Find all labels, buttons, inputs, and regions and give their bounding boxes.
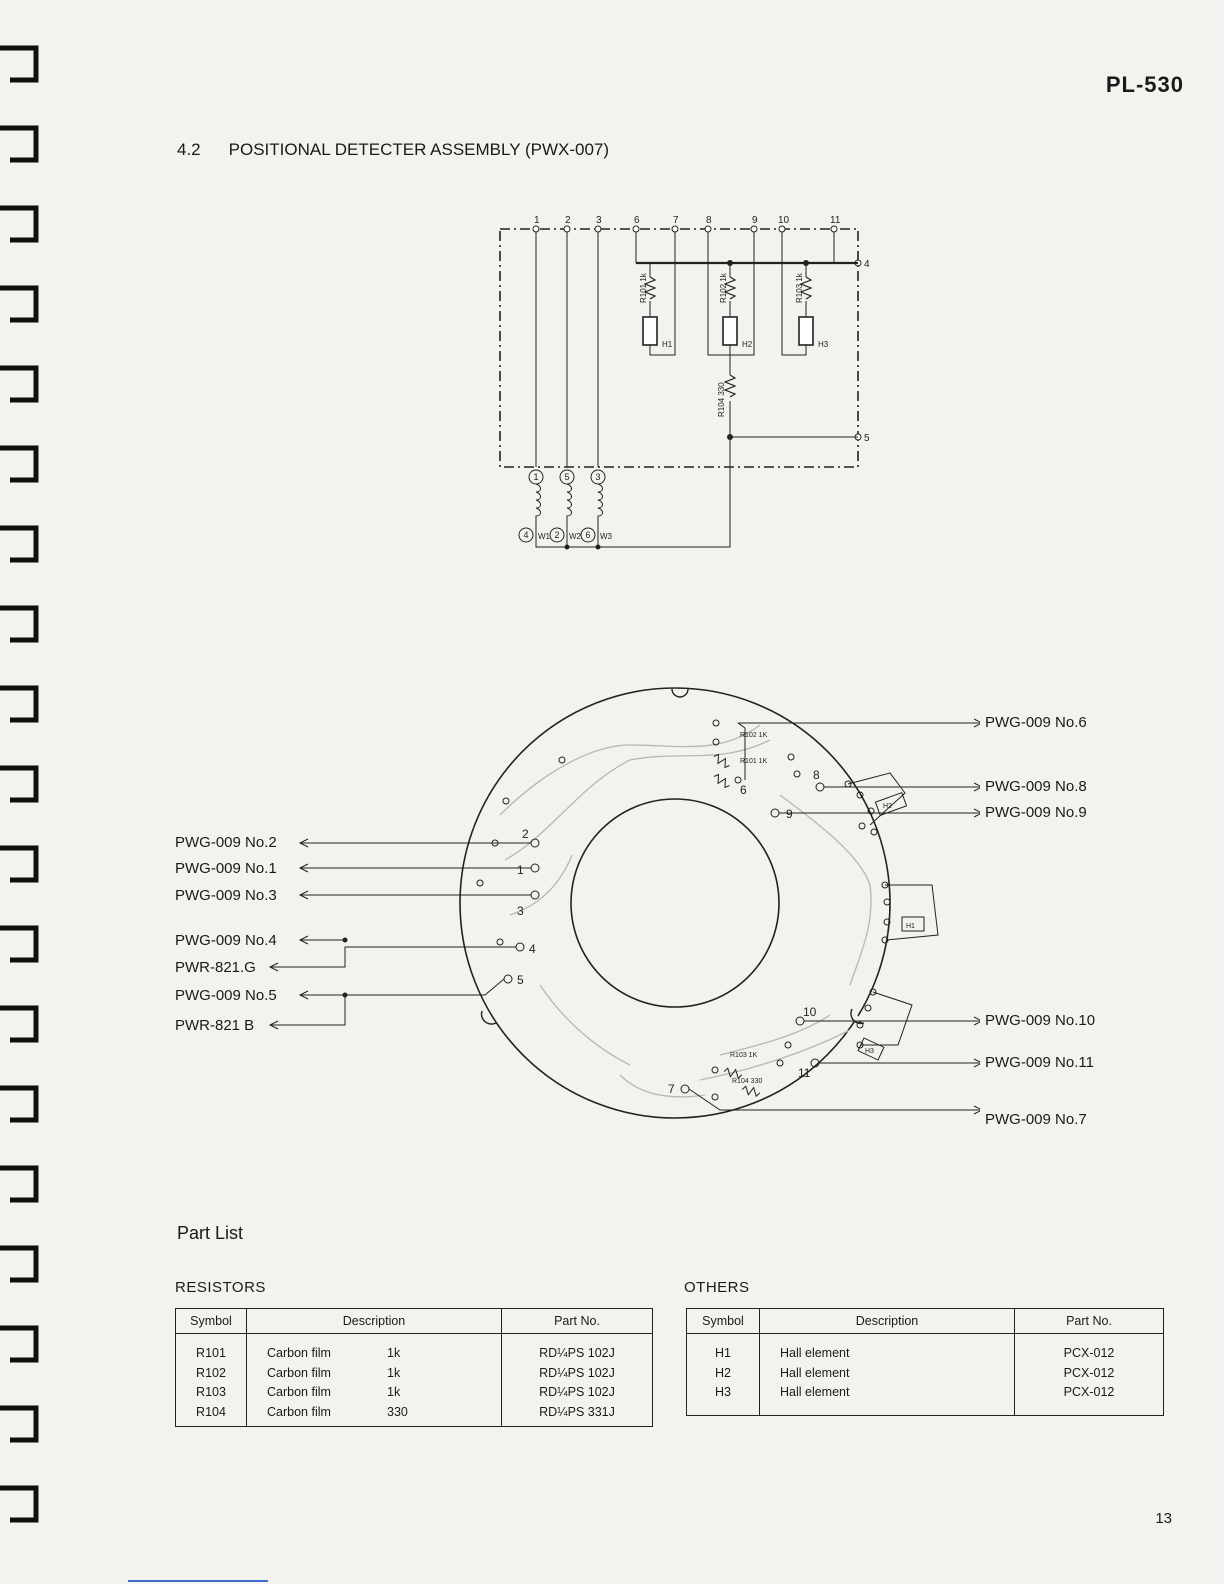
table-cell: R102 [196,1365,226,1380]
model-number: PL-530 [1105,72,1184,97]
pad-number: 8 [813,768,820,782]
table-cell: 1k [387,1385,401,1399]
pad-number: 4 [529,942,536,956]
column-header: Part No. [1015,1309,1164,1334]
pcb-hall-label: H2 [883,803,892,810]
part-list-title: Part List [177,1223,244,1243]
resistors-table [175,1308,653,1427]
connection-label: PWG-009 No.3 [175,887,277,904]
coil-top-label: 5 [564,472,570,482]
hall-label: H1 [662,340,673,349]
column-header: Symbol [687,1309,760,1334]
column-header: Symbol [176,1309,247,1334]
table-cell: Hall element [780,1385,850,1399]
resistor-label: R102 1k [719,273,728,303]
table-cell: Carbon film [267,1404,331,1419]
pcb-resistor-label: R102 1K [740,732,768,739]
hall-element-h3 [799,317,813,345]
table-cell: PCX-012 [1063,1346,1115,1360]
pin-label: 5 [864,433,870,444]
center-hole [571,799,779,1007]
table-cell: R104 [196,1404,226,1419]
page-number: 13 [1155,1510,1172,1527]
resistor-r104 [725,375,735,397]
table-cell: R103 [196,1385,226,1399]
pad-number: 6 [740,783,747,797]
pin-label: 8 [706,215,712,226]
pad-number: 10 [803,1005,817,1019]
pcb-resistor-label: R101 1K [740,758,768,765]
pin-label: 2 [565,215,571,226]
pin-label: 1 [534,215,540,226]
pcb-outline [460,688,890,1118]
pcb-resistor-label: R104 330 [732,1078,763,1085]
pcb-hall-label: H1 [906,923,915,930]
table-cell: PCX-012 [1063,1385,1115,1399]
table-row [247,1403,501,1423]
coil-bottom-label: 2 [554,530,560,540]
connection-label: PWG-009 No.9 [985,804,1087,821]
pad-number: 11 [798,1066,811,1080]
table-cell: Carbon film [267,1346,331,1360]
connection-label: PWG-009 No.2 [175,834,277,851]
table-cell: H1 [715,1346,731,1360]
pad-number: 1 [517,863,524,877]
connection-label: PWG-009 No.10 [985,1012,1096,1029]
pad-number: 9 [786,807,793,821]
section-heading: POSITIONAL DETECTER ASSEMBLY (PWX-007) [228,140,610,159]
table-cell: RD¼PS 102J [539,1385,615,1399]
table-cell: RD¼PS 102J [539,1365,615,1380]
binding-icon [0,0,48,1584]
table-cell: H3 [715,1385,731,1399]
column-header: Description [760,1309,1015,1334]
table-cell: 330 [387,1404,408,1419]
table-cell: Hall element [780,1365,850,1380]
pad-number: 7 [668,1082,675,1096]
pin-label: 7 [673,215,679,226]
table-cell: Hall element [780,1346,850,1360]
table-row [247,1344,501,1364]
winding-label: W3 [600,532,612,541]
table-cell: RD¼PS 102J [539,1346,615,1360]
coil-bottom-label: 4 [523,530,529,540]
winding-label: W2 [569,532,581,541]
column-header: Description [247,1309,502,1334]
table-cell: H2 [715,1365,731,1380]
coil-w3 [598,484,603,527]
pin-label: 11 [830,215,841,226]
column-header: Part No. [502,1309,653,1334]
connection-label: PWR-821.G [175,959,256,976]
connection-label: PWR-821 B [175,1017,255,1034]
table-cell: 1k [387,1346,401,1360]
coil-top-label: 1 [533,472,539,482]
pin-label: 9 [752,215,758,226]
schematic-diagram [460,205,900,565]
pin-label: 3 [596,215,602,226]
pad-number: 5 [517,973,524,987]
others-title: OTHERS [684,1279,750,1296]
table-cell: PCX-012 [1063,1365,1115,1380]
hall-element-h2 [723,317,737,345]
connection-label: PWG-009 No.8 [985,778,1087,795]
resistor-label: R103 1k [795,273,804,303]
resistors-title: RESISTORS [175,1279,266,1296]
hall-label: H3 [818,340,829,349]
pin-label: 6 [634,215,640,226]
others-table [686,1308,1164,1416]
table-row [247,1383,501,1403]
table-cell: Carbon film [267,1385,331,1399]
pin-label: 10 [778,215,790,226]
pcb-diagram [160,685,980,1165]
connection-label: PWG-009 No.7 [985,1111,1087,1128]
pcb-hall-label: H3 [865,1048,874,1055]
hall-element-h1 [643,317,657,345]
connection-label: PWG-009 No.11 [985,1054,1094,1071]
resistor-label: R101 1k [639,273,648,303]
section-title [177,140,609,160]
table-row [247,1364,501,1384]
connection-label: PWG-009 No.4 [175,932,277,949]
coil-top-label: 3 [595,472,601,482]
winding-label: W1 [538,532,550,541]
table-cell: R101 [196,1346,226,1360]
coil-bottom-label: 6 [585,530,591,540]
coil-w1 [536,484,541,527]
pad-number: 2 [522,827,529,841]
pin-label: 4 [864,259,870,270]
coil-w2 [567,484,572,527]
pad-number: 3 [517,904,524,918]
pcb-resistor-label: R103 1K [730,1052,758,1059]
table-cell: RD¼PS 331J [539,1404,615,1419]
connection-label: PWG-009 No.6 [985,714,1087,731]
connection-label: PWG-009 No.5 [175,987,277,1004]
section-number: 4.2 [177,140,201,159]
table-cell: 1k [387,1365,401,1380]
resistor-label: R104 330 [717,382,726,417]
bottom-rule [128,1580,268,1582]
connection-label: PWG-009 No.1 [175,860,277,877]
table-cell: Carbon film [267,1365,331,1380]
hall-label: H2 [742,340,753,349]
